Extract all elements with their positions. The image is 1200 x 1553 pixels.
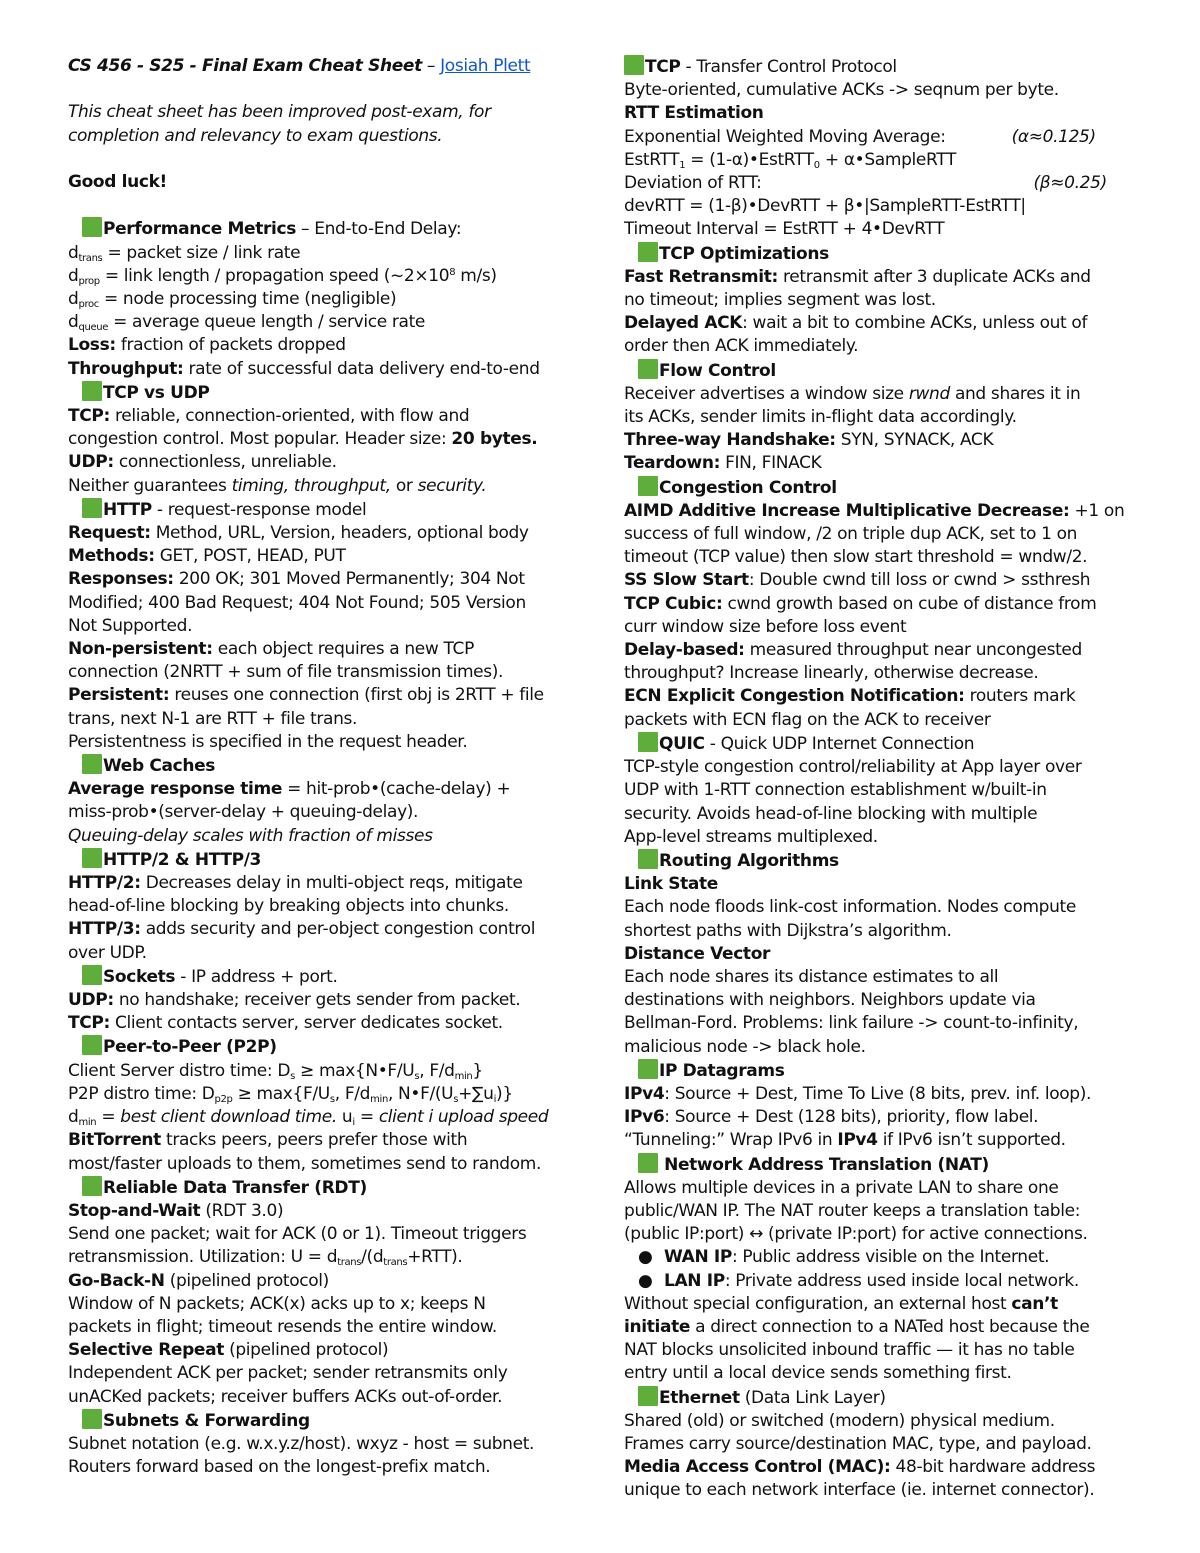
- text-line: unique to each network interface (ie. internet connector).: [624, 1480, 1095, 1501]
- text-line: Not Supported.: [68, 615, 193, 636]
- text-line: miss-prob•(server-delay + queuing-delay).: [68, 802, 419, 823]
- section-heading: TCP - Transfer Control Protocol: [624, 55, 1164, 79]
- text-line: TCP: reliable, connection-oriented, with flow and: [68, 406, 470, 426]
- section-heading: Performance Metrics – End-to-End Delay:: [68, 217, 603, 241]
- list-item: ● WAN IP: Public address visible on the Internet.: [624, 1246, 1164, 1269]
- text-line: Go-Back-N (pipelined protocol): [68, 1270, 329, 1291]
- text-line: ECN Explicit Congestion Notification: routers mark: [624, 686, 1076, 707]
- text-line: head-of-line blocking by breaking objects into chunks.: [68, 896, 509, 917]
- text-line: AIMD Additive Increase Multiplicative Decrease: +1 on: [624, 500, 1125, 521]
- text-line: Teardown: FIN, FINACK: [624, 453, 822, 474]
- text-line: its ACKs, sender limits in-flight data accordingly.: [624, 407, 1017, 428]
- text-line: Routers forward based on the longest-prefix match.: [68, 1457, 491, 1478]
- text-line: over UDP.: [68, 942, 147, 963]
- text-line: timeout (TCP value) then slow start threshold = wndw/2.: [624, 547, 1088, 568]
- text-line: UDP: no handshake; receiver gets sender from packet.: [68, 990, 521, 1011]
- text-line: UDP with 1-RTT connection establishment w/built-in: [624, 780, 1047, 801]
- text-line: IPv4: Source + Dest, Time To Live (8 bits, prev. inf. loop).: [624, 1083, 1092, 1104]
- green-square-icon: [82, 1409, 102, 1429]
- text-line: malicious node -> black hole.: [624, 1036, 866, 1057]
- green-square-icon: [638, 242, 658, 262]
- text-line: most/faster uploads to them, sometimes send to random.: [68, 1153, 542, 1174]
- text-line: Delay-based: measured throughput near uncongested: [624, 640, 1082, 661]
- text-line: Exponential Weighted Moving Average: (α≈0.125): [624, 126, 1096, 147]
- text-line: destinations with neighbors. Neighbors update via: [624, 990, 1036, 1011]
- section-heading: HTTP/2 & HTTP/3: [68, 848, 603, 872]
- text-line: Byte-oriented, cumulative ACKs -> seqnum per byte.: [624, 80, 1059, 101]
- text-line: Neither guarantees timing, throughput, or security.: [68, 475, 487, 496]
- formula-line: retransmission. Utilization: $U = d_{trans}/(d_{trans}+RTT)$.: [68, 1247, 463, 1269]
- text-line: Allows multiple devices in a private LAN to share one: [624, 1177, 1059, 1198]
- text-line: Media Access Control (MAC): 48-bit hardware address: [624, 1457, 1096, 1478]
- section-heading: TCP vs UDP: [68, 381, 603, 405]
- section-heading: Reliable Data Transfer (RDT): [68, 1176, 603, 1200]
- green-square-icon: [82, 848, 102, 868]
- green-square-icon: [82, 1035, 102, 1055]
- page-title: CS 456 - S25 - Final Exam Cheat Sheet: [68, 56, 422, 76]
- green-square-icon: [624, 55, 644, 75]
- text-line: entry until a local device sends something first.: [624, 1363, 1012, 1384]
- text-line: throughput? Increase linearly, otherwise decrease.: [624, 663, 1039, 684]
- title-line: CS 456 - S25 - Final Exam Cheat Sheet – Josiah Plett: [68, 56, 531, 76]
- green-square-icon: [638, 1059, 658, 1079]
- text-line: Modified; 400 Bad Request; 404 Not Found; 505 Version: [68, 592, 526, 613]
- text-line: $d_{prop}$ = link length / propagation speed ($\sim 2\times 10^8$ m/s): [68, 265, 497, 287]
- formula-line: EstRTT$_1$ = (1-α)•EstRTT$_0$ + α•SampleRTT: [624, 149, 956, 171]
- green-square-icon: [638, 732, 658, 752]
- subheading: Distance Vector: [624, 943, 771, 964]
- text-line: no timeout; implies segment was lost.: [624, 290, 936, 311]
- text-line: Subnet notation (e.g. w.x.y.z/host). wxyz - host = subnet.: [68, 1433, 535, 1454]
- bullet-icon: ●: [638, 1247, 653, 1268]
- text-line: Responses: 200 OK; 301 Moved Permanently; 304 Not: [68, 569, 525, 590]
- green-square-icon: [82, 965, 102, 985]
- text-line: Without special configuration, an external host can’t: [624, 1293, 1058, 1314]
- formula-line: Client Server distro time: $D_s$ ≥ $\max\{N•F/U_s$, $F/d_{min}$}: [68, 1060, 483, 1082]
- text-line: $d_{proc}$ = node processing time (negligible): [68, 288, 397, 310]
- green-square-icon: [638, 849, 658, 869]
- author-link[interactable]: Josiah Plett: [440, 56, 531, 76]
- formula-line: devRTT = (1-β)•DevRTT + β•|SampleRTT-EstRTT|: [624, 196, 1026, 217]
- text-line: SS Slow Start: Double cwnd till loss or cwnd > ssthresh: [624, 570, 1091, 591]
- text-line: Request: Method, URL, Version, headers, optional body: [68, 523, 529, 544]
- text-line: UDP: connectionless, unreliable.: [68, 452, 337, 473]
- text-line: HTTP/2: Decreases delay in multi-object reqs, mitigate: [68, 873, 523, 894]
- section-heading: IP Datagrams: [624, 1059, 1164, 1083]
- text-line: Receiver advertises a window size rwnd and shares it in: [624, 383, 1081, 404]
- text-line: packets in flight; timeout resends the entire window.: [68, 1316, 497, 1337]
- green-square-icon: [82, 754, 102, 774]
- text-line: Persistentness is specified in the request header.: [68, 731, 468, 752]
- text-line: packets with ECN flag on the ACK to receiver: [624, 709, 991, 730]
- green-square-icon: [82, 498, 102, 518]
- text-line: Deviation of RTT: (β≈0.25): [624, 173, 1107, 194]
- text-line: Throughput: rate of successful data delivery end-to-end: [68, 358, 540, 379]
- text-line: Shared (old) or switched (modern) physical medium.: [624, 1410, 1055, 1431]
- green-square-icon: [638, 1153, 658, 1173]
- list-item: ● LAN IP: Private address used inside local network.: [624, 1270, 1164, 1293]
- text-line: public/WAN IP. The NAT router keeps a translation table:: [624, 1200, 1081, 1221]
- text-line: security. Avoids head-of-line blocking with multiple: [624, 803, 1038, 824]
- section-heading: Congestion Control: [624, 476, 1164, 500]
- text-line: congestion control. Most popular. Header size: 20 bytes.: [68, 429, 538, 450]
- green-square-icon: [638, 476, 658, 496]
- text-line: Frames carry source/destination MAC, type, and payload.: [624, 1433, 1092, 1454]
- text-line: Each node floods link-cost information. Nodes compute: [624, 897, 1076, 918]
- good-luck: Good luck!: [68, 171, 167, 192]
- section-heading: QUIC - Quick UDP Internet Connection: [624, 732, 1164, 756]
- text-line: Queuing-delay scales with fraction of misses: [68, 825, 433, 846]
- text-line: initiate a direct connection to a NATed host because the: [624, 1316, 1090, 1337]
- section-heading: Peer-to-Peer (P2P): [68, 1035, 603, 1059]
- text-line: Stop-and-Wait (RDT 3.0): [68, 1200, 284, 1221]
- formula-line: Timeout Interval = EstRTT + 4•DevRTT: [624, 219, 945, 240]
- text-line: Methods: GET, POST, HEAD, PUT: [68, 546, 346, 567]
- section-heading: Sockets - IP address + port.: [68, 965, 603, 989]
- green-square-icon: [82, 217, 102, 237]
- text-line: trans, next N-1 are RTT + file trans.: [68, 708, 358, 729]
- subheading: Link State: [624, 874, 718, 895]
- text-line: Loss: fraction of packets dropped: [68, 335, 346, 356]
- text-line: success of full window, /2 on triple dup ACK, set to 1 on: [624, 524, 1078, 545]
- subheading: RTT Estimation: [624, 103, 764, 124]
- green-square-icon: [82, 1176, 102, 1196]
- text-line: App-level streams multiplexed.: [624, 826, 878, 847]
- text-line: Window of N packets; ACK(x) acks up to x; keeps N: [68, 1293, 486, 1314]
- text-line: TCP-style congestion control/reliability at App layer over: [624, 757, 1082, 778]
- section-heading: Flow Control: [624, 359, 1164, 383]
- text-line: Non-persistent: each object requires a new TCP: [68, 639, 474, 660]
- green-square-icon: [82, 381, 102, 401]
- text-line: Delayed ACK: wait a bit to combine ACKs, unless out of: [624, 313, 1088, 334]
- text-line: BitTorrent tracks peers, peers prefer those with: [68, 1130, 468, 1151]
- text-line: TCP Cubic: cwnd growth based on cube of distance from: [624, 593, 1097, 614]
- text-line: HTTP/3: adds security and per-object congestion control: [68, 919, 536, 940]
- text-line: Selective Repeat (pipelined protocol): [68, 1340, 389, 1361]
- green-square-icon: [638, 359, 658, 379]
- text-line: order then ACK immediately.: [624, 336, 859, 357]
- text-line: Average response time = hit-prob•(cache-delay) +: [68, 779, 511, 800]
- section-heading: Network Address Translation (NAT): [624, 1153, 1164, 1177]
- section-heading: TCP Optimizations: [624, 242, 1164, 266]
- section-heading: Web Caches: [68, 754, 603, 778]
- text-line: curr window size before loss event: [624, 616, 907, 637]
- text-line: NAT blocks unsolicited inbound traffic — it has no table: [624, 1340, 1075, 1361]
- text-line: TCP: Client contacts server, server dedicates socket.: [68, 1013, 503, 1034]
- formula-line: $d_{min}$ = best client download time. $u_i$ = client i upload speed: [68, 1107, 549, 1129]
- intro-text: completion and relevancy to exam questions.: [68, 125, 443, 146]
- left-column: [68, 55, 603, 1479]
- section-heading: Ethernet (Data Link Layer): [624, 1386, 1164, 1410]
- intro-text: This cheat sheet has been improved post-exam, for: [68, 102, 491, 123]
- text-line: Three-way Handshake: SYN, SYNACK, ACK: [624, 430, 994, 451]
- text-line: IPv6: Source + Dest (128 bits), priority, flow label.: [624, 1107, 1039, 1128]
- section-heading: Routing Algorithms: [624, 849, 1164, 873]
- text-line: Each node shares its distance estimates to all: [624, 966, 999, 987]
- section-heading: Subnets & Forwarding: [68, 1409, 603, 1433]
- section-heading: HTTP - request-response model: [68, 498, 603, 522]
- text-line: shortest paths with Dijkstra’s algorithm.: [624, 920, 952, 941]
- text-line: Persistent: reuses one connection (first obj is 2RTT + file: [68, 685, 544, 706]
- bullet-icon: ●: [638, 1270, 653, 1291]
- text-line: unACKed packets; receiver buffers ACKs out-of-order.: [68, 1386, 503, 1407]
- text-line: connection (2NRTT + sum of file transmission times).: [68, 662, 504, 683]
- text-line: Send one packet; wait for ACK (0 or 1). Timeout triggers: [68, 1224, 527, 1245]
- right-column: [624, 55, 1164, 1503]
- text-line: Bellman-Ford. Problems: link failure -> count-to-infinity,: [624, 1013, 1079, 1034]
- green-square-icon: [638, 1386, 658, 1406]
- text-line: “Tunneling:” Wrap IPv6 in IPv4 if IPv6 isn’t supported.: [624, 1130, 1066, 1151]
- text-line: $d_{trans}$ = packet size / link rate: [68, 242, 301, 264]
- formula-line: P2P distro time: $D_{p2p} \ge \max\{F/U_s$, $F/d_{min}$, $N•F/(U_s+\sum u_i)$}: [68, 1083, 513, 1105]
- text-line: Fast Retransmit: retransmit after 3 duplicate ACKs and: [624, 266, 1091, 287]
- text-line: Independent ACK per packet; sender retransmits only: [68, 1363, 508, 1384]
- text-line: $d_{queue}$ = average queue length / service rate: [68, 312, 426, 334]
- text-line: (public IP:port) ↔ (private IP:port) for active connections.: [624, 1224, 1088, 1245]
